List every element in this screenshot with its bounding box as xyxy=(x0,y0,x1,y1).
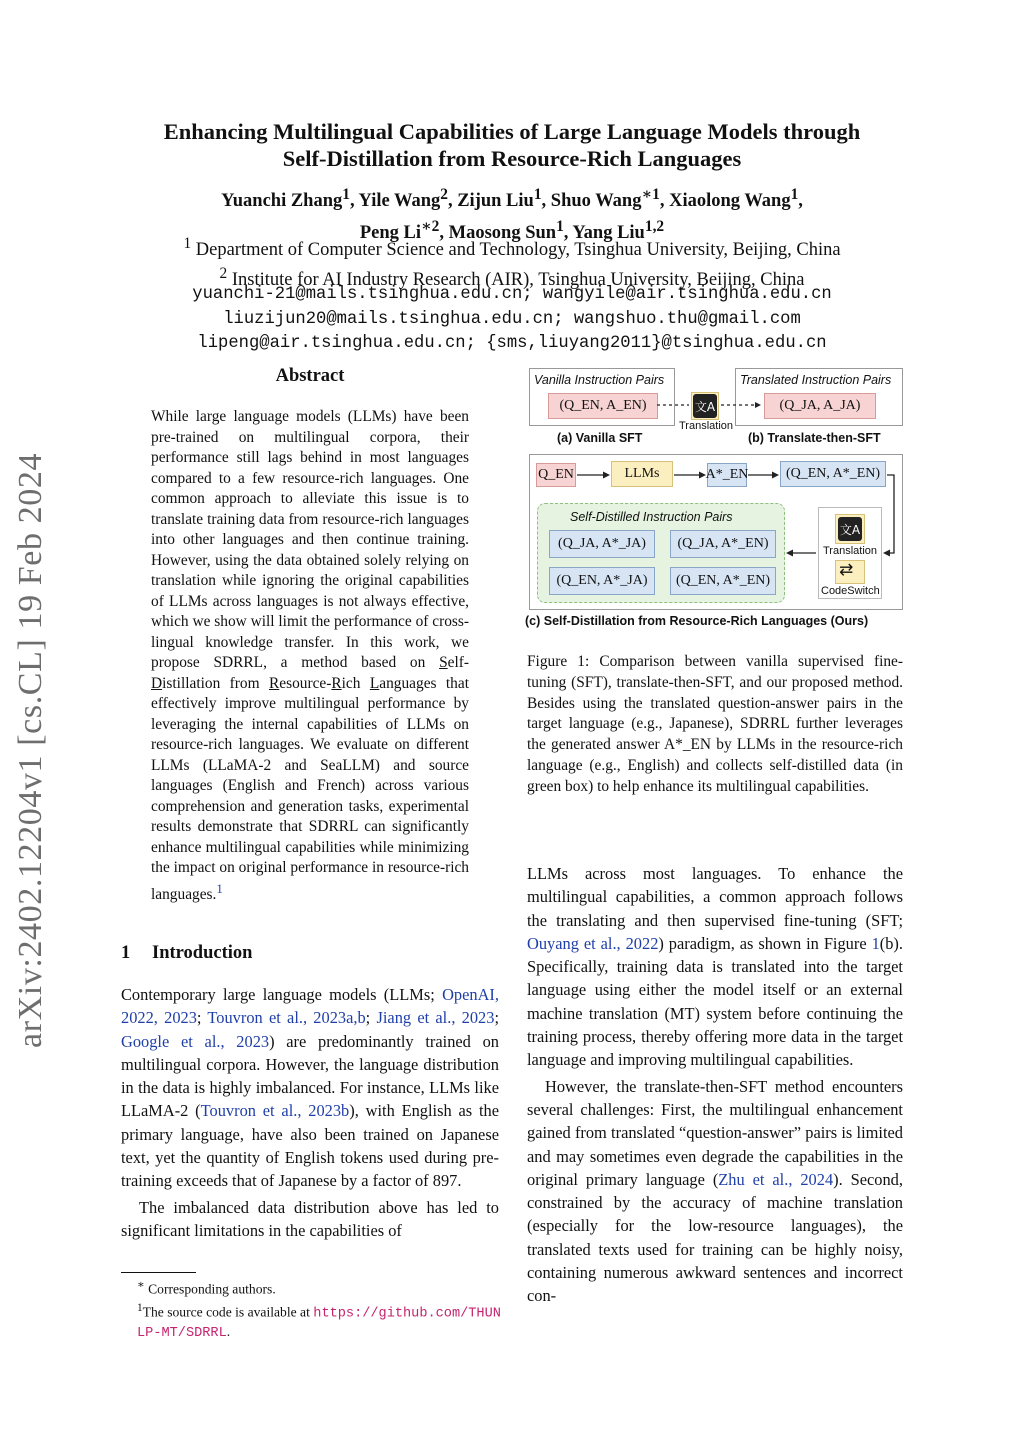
q-en-a-en-star-node: (Q_EN, A*_EN) xyxy=(780,461,886,487)
abstract-part: istillation from xyxy=(162,674,269,692)
affiliation-text: Department of Computer Science and Technology, Tsinghua University, Beijing, China xyxy=(195,240,841,261)
underlined-letter: S xyxy=(439,654,448,671)
codeswitch-icon: ⇄ xyxy=(839,560,854,580)
figure-label-b: (b) Translate-then-SFT xyxy=(748,431,881,445)
footnote-text: Corresponding authors. xyxy=(148,1281,276,1297)
text-run: However, the translate-then-SFT method encounters several challenges: First, the multilingual enhancement gained from translated “question-answer” pairs is limited and may sometimes even degrade the capabilities in the original primary language ( xyxy=(527,1076,903,1189)
abstract-part: elf- xyxy=(447,654,469,671)
citation-link[interactable]: OpenAI, 2022, 2023 xyxy=(121,985,499,1028)
figure-label-c: (c) Self-Distillation from Resource-Rich Languages (Ours) xyxy=(525,614,869,628)
author-name: Maosong Sun xyxy=(448,223,557,244)
section-heading-introduction xyxy=(121,943,252,964)
email-block xyxy=(0,283,1024,357)
translate-icon: 文A xyxy=(838,517,862,541)
translated-header: Translated Instruction Pairs xyxy=(740,373,892,387)
self-distilled-header: Self-Distilled Instruction Pairs xyxy=(570,510,733,524)
title-line-2: Self-Distillation from Resource-Rich Languages xyxy=(282,146,742,171)
author-name: Zijun Liu xyxy=(457,191,534,212)
abstract-text xyxy=(151,407,469,905)
footnote-text: The source code is available at xyxy=(142,1304,314,1320)
author-sup: 1 xyxy=(556,218,564,236)
author-name: Yang Liu xyxy=(572,223,645,244)
footnote-text: . xyxy=(226,1324,231,1340)
underlined-letter: R xyxy=(331,674,342,692)
abstract-part: anguages that effectively improve multilingual performance by leveraging the internal capabilities of LLMs on resource-rich languages. We evaluate on different LLMs (LLaMA-2 and SeaLLM) and source languages (English and French) across various comprehension and generation tasks, experimental results demonstrate that SDRRL can significantly enhance multilingual capabilities while minimizing the impact on original performance in resource-rich languages. xyxy=(151,674,469,903)
arxiv-side-stamp: arXiv:2402.12204v1 [cs.CL] 19 Feb 2024 xyxy=(12,452,49,1048)
sd-pair: (Q_JA, A*_JA) xyxy=(549,530,655,558)
citation-link[interactable]: Zhu et al., 2024 xyxy=(718,1169,834,1189)
figure-label-a: (a) Vanilla SFT xyxy=(557,431,643,445)
email-line-3: lipeng@air.tsinghua.edu.cn; {sms,liuyang2011}@tsinghua.edu.cn xyxy=(197,334,827,353)
author-line-2: Peng $Li^{∗2}$, Maosong Sun$^1$, Yang Liu$^{1,2}$ xyxy=(359,218,665,244)
author-sup: ∗2 xyxy=(421,218,440,236)
author-sup: 2 xyxy=(440,186,448,203)
footnote-star: ∗ xyxy=(137,1279,145,1291)
paragraph xyxy=(527,862,903,1072)
affiliation-sup: 1 xyxy=(183,235,192,252)
paragraph xyxy=(121,983,499,1193)
footnotes xyxy=(121,1276,501,1343)
author-sup: 1,2 xyxy=(644,218,665,236)
text-run: ) paradigm, as shown in Figure xyxy=(658,933,872,953)
affiliation-text: Institute for AI Industry Research (AIR), Tsinghua University, Beijing, China xyxy=(231,270,805,291)
code-url-link[interactable]: https://github.com/THUNLP-MT/SDRRL xyxy=(137,1306,501,1342)
section-title: Introduction xyxy=(152,943,253,963)
section-number: 1 xyxy=(121,943,131,963)
intro-left-column xyxy=(121,983,499,1242)
footnote-corresponding xyxy=(121,1276,501,1299)
text-run: ), with English as the primary language, have also been trained on Japanese text, yet the quantity of English tokens used during pre-training exceeds that of Japanese by a factor of 897. xyxy=(121,1101,499,1191)
dashed-arrows xyxy=(529,368,903,438)
author-line-1: Yuanchi Zhang$^1$, Yile Wang$^2$, Zijun Liu$^1$, Shuo Wang$^{∗1}$, Xiaolong Wang$^1$, xyxy=(221,186,803,212)
abstract-part: ich xyxy=(341,674,370,692)
text-run: ) are predominantly trained on multilingual corpora. However, the language distribution in the data is highly imbalanced. For instance, LLMs like LLaMA-2 ( xyxy=(121,1031,499,1121)
citation-link[interactable]: Jiang et al., 2023 xyxy=(376,1008,495,1028)
author-sup: ∗1 xyxy=(641,186,660,203)
abstract-part: esource- xyxy=(279,674,332,692)
translated-pair: (Q_JA, A_JA) xyxy=(764,393,876,419)
text-run: LLMs across most languages. To enhance the multilingual capabilities, a common approach follows the translating and then supervised fine-tuning (SFT; xyxy=(527,864,903,930)
sd-pair: (Q_EN, A*_JA) xyxy=(549,567,655,595)
text-run: ; xyxy=(494,1008,500,1028)
sd-pair: (Q_EN, A*_EN) xyxy=(670,567,776,595)
paragraph xyxy=(527,1075,903,1308)
author-name: Xiaolong Wang xyxy=(669,191,791,212)
translation-label: Translation xyxy=(823,545,878,557)
footnote-code xyxy=(121,1299,501,1344)
underlined-letter: R xyxy=(268,674,280,692)
intro-right-column xyxy=(527,862,903,1308)
footnote-mark[interactable]: 1 xyxy=(216,881,223,896)
a-en-star-node: A*_EN xyxy=(707,463,747,487)
underlined-letter: D xyxy=(151,674,163,692)
citation-link[interactable]: Touvron et al., 2023a,b xyxy=(207,1008,366,1028)
text-run: ; xyxy=(196,1008,208,1028)
figure-ref-link[interactable]: 1 xyxy=(871,933,880,953)
footnote-rule xyxy=(121,1272,196,1273)
sd-pair: (Q_JA, A*_EN) xyxy=(670,530,776,558)
text-run: ). Second, constrained by the accuracy of machine translation (especially for the low-resource languages), the translated texts used for training can be highly noisy, containing numerous awkward sentences and incorrect con- xyxy=(527,1169,903,1306)
email-line-1: yuanchi-21@mails.tsinghua.edu.cn; wangyile@air.tsinghua.edu.cn xyxy=(192,285,832,304)
figure-1-caption: Figure 1: Comparison between vanilla supervised fine-tuning (SFT), translate-then-SFT, and our proposed method. Besides using the translated question-answer pairs in the target language (e.g., Japanese), SDRRL further leverages the generated answer A*_EN by LLMs in the resource-rich language (e.g., English) and collects self-distilled data (in green box) to help enhance its multilingual capabilities. xyxy=(527,653,903,795)
abstract-heading: Abstract xyxy=(275,366,345,386)
q-en-node: Q_EN xyxy=(536,463,576,487)
affiliation-sup: 2 xyxy=(219,265,228,283)
vanilla-pair: (Q_EN, A_EN) xyxy=(548,393,658,419)
paragraph: The imbalanced data distribution above has led to significant limitations in the capabilities of xyxy=(121,1197,499,1240)
sdrrl-arrows xyxy=(530,455,904,611)
citation-link[interactable]: Ouyang et al., 2022 xyxy=(527,933,659,953)
author-sup: 1 xyxy=(790,186,799,203)
footnote-number: 1 xyxy=(137,1301,143,1314)
underlined-letter: L xyxy=(369,674,380,692)
sdrrl-box xyxy=(529,454,903,610)
citation-link[interactable]: Touvron et al., 2023b xyxy=(200,1101,350,1121)
title-line-1: Enhancing Multilingual Capabilities of Large Language Models through xyxy=(163,119,861,144)
abstract-part: While large language models (LLMs) have been pre-trained on multilingual corpora, their performance still lags behind in most languages compared to a few resource-rich languages. One common approach to alleviate this issue is to translate training data from resource-rich languages into other languages and then continue training. However, using the data obtained solely relying on translation while ignoring the original capabilities of LLMs across languages is not always effective, which we show will limit the performance of cross-lingual knowledge transfer. In this work, we propose SDRRL, a method based on xyxy=(151,408,469,671)
text-run: ; xyxy=(365,1008,377,1028)
translate-icon: 文A xyxy=(693,394,717,418)
text-run: (b). Specifically, training data is translated into the target language using either the model itself or an external machine translation (MT) system before continuing the training process, thereby offering more data in the target language and improving multilingual capabilities. xyxy=(527,933,903,1070)
figure-1 xyxy=(525,368,903,636)
llms-node: LLMs xyxy=(611,461,673,487)
affiliation-1 xyxy=(0,232,1024,262)
text-run: Contemporary large language models (LLMs; xyxy=(121,985,443,1004)
email-line-2: liuzijun20@mails.tsinghua.edu.cn; wangshuo.thu@gmail.com xyxy=(223,309,801,329)
author-name: Yuanchi Zhang xyxy=(221,191,343,212)
author-name: Shuo Wang xyxy=(550,191,642,212)
author-sup: 1 xyxy=(342,186,350,203)
author-name: Yile Wang xyxy=(358,191,441,212)
author-name: Peng Li xyxy=(359,223,422,244)
codeswitch-label: CodeSwitch xyxy=(821,585,880,597)
citation-link[interactable]: Google et al., 2023 xyxy=(121,1031,270,1051)
vanilla-header: Vanilla Instruction Pairs xyxy=(534,373,665,387)
paper-title xyxy=(0,118,1024,172)
author-sup: 1 xyxy=(533,186,542,203)
translation-label: Translation xyxy=(679,420,734,432)
